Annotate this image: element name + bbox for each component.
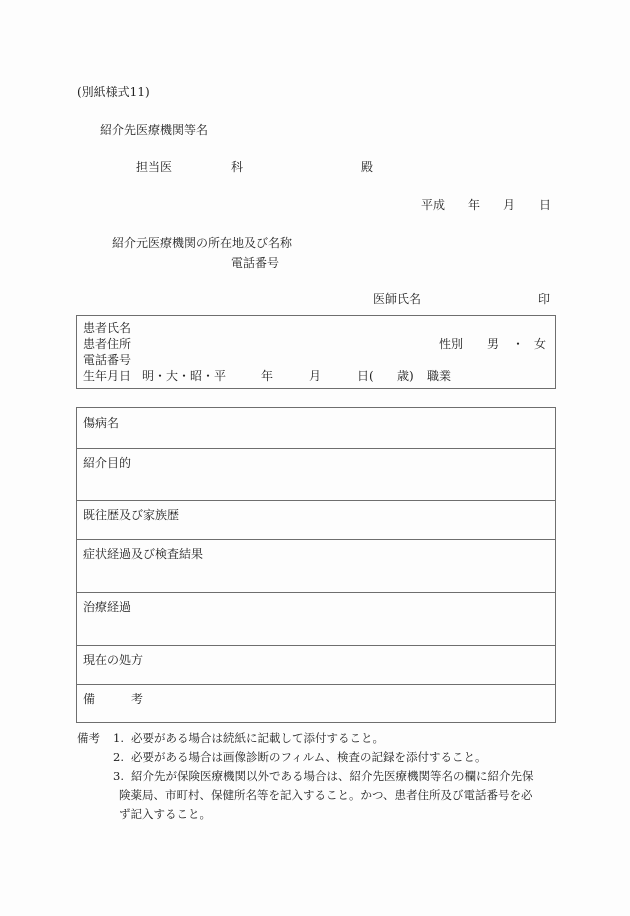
clinical-info-table [76, 407, 556, 723]
section-label: 症状経過及び検査結果 [83, 547, 204, 561]
sex-separator: ・ [512, 337, 525, 351]
section-medical-family-history[interactable] [77, 500, 555, 540]
note-3-text: 紹介先が保険医療機関以外である場合は、紹介先医療機関等名の欄に紹介先保 [131, 769, 534, 783]
sender-location-name-label: 紹介元医療機関の所在地及び名称 [112, 236, 293, 250]
patient-dob-label: 生年月日 [83, 369, 132, 383]
seal-mark: 印 [538, 292, 551, 306]
section-current-prescription[interactable] [77, 645, 555, 685]
date-month: 月 [503, 198, 516, 212]
note-2-number: 2. [113, 750, 124, 764]
sender-phone-label: 電話番号 [231, 256, 280, 270]
occupation-label[interactable]: 職業 [427, 369, 452, 383]
note-1-number: 1. [113, 731, 124, 745]
section-referral-purpose[interactable] [77, 448, 555, 501]
section-label: 既往歴及び家族歴 [83, 508, 180, 522]
note-3-number: 3. [113, 769, 124, 783]
note-1-text: 必要がある場合は続紙に記載して添付すること。 [131, 731, 384, 745]
sex-female-option[interactable]: 女 [534, 337, 547, 351]
department-label: 科 [231, 160, 244, 174]
section-remarks[interactable] [77, 684, 555, 724]
section-label: 紹介目的 [83, 456, 132, 470]
note-2-text: 必要がある場合は画像診断のフィルム、検査の記録を添付すること。 [131, 750, 487, 764]
patient-info-box [76, 315, 556, 389]
date-year: 年 [468, 198, 481, 212]
sex-label: 性別 [439, 337, 464, 351]
honorific: 殿 [361, 160, 374, 174]
dob-day: 日( [357, 369, 374, 383]
doctor-in-charge-label: 担当医 [136, 160, 173, 174]
date-era: 平成 [421, 198, 446, 212]
note-3-continuation-1: 険薬局、市町村、保健所名等を記入すること。かつ、患者住所及び電話番号を必 [119, 788, 533, 802]
doctor-name-label: 医師氏名 [373, 292, 422, 306]
patient-phone-label[interactable]: 電話番号 [83, 353, 132, 367]
recipient-institution-label: 紹介先医療機関等名 [100, 123, 209, 137]
section-label: 傷病名 [83, 416, 120, 430]
section-diagnosis[interactable] [77, 407, 555, 447]
age: 歳) [397, 369, 414, 383]
section-label: 備 考 [83, 692, 144, 706]
patient-name-label[interactable]: 患者氏名 [83, 321, 132, 335]
form-number: (別紙様式11) [77, 85, 150, 99]
dob-era-options[interactable]: 明・大・昭・平 [142, 369, 227, 383]
section-symptoms-test-results[interactable] [77, 539, 555, 593]
patient-address-label[interactable]: 患者住所 [83, 337, 132, 351]
notes-heading: 備考 [77, 731, 100, 745]
dob-month: 月 [309, 369, 322, 383]
date-day: 日 [539, 198, 552, 212]
note-3-continuation-2: ず記入すること。 [119, 807, 211, 821]
section-label: 現在の処方 [83, 653, 144, 667]
section-treatment-course[interactable] [77, 592, 555, 646]
section-label: 治療経過 [83, 600, 132, 614]
sex-male-option[interactable]: 男 [487, 337, 500, 351]
dob-year: 年 [261, 369, 274, 383]
